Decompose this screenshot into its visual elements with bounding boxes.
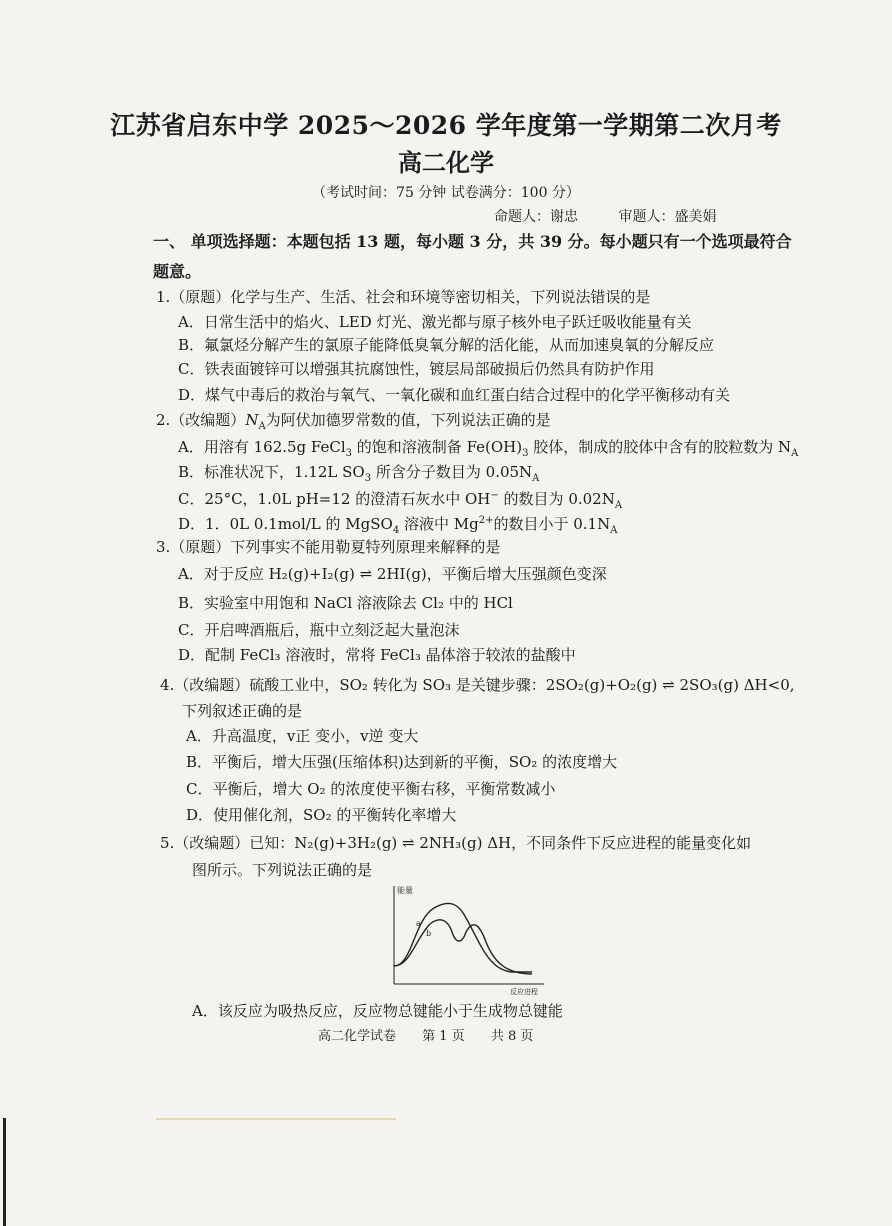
page-footer: [318, 1025, 555, 1044]
curve-b-label: b: [426, 929, 432, 938]
scan-smear: [156, 1118, 396, 1120]
q3-option-d: D．配制 FeCl₃ 溶液时，常将 FeCl₃ 晶体溶于较浓的盐酸中: [178, 646, 576, 664]
footer-total: 共 8 页: [490, 1029, 534, 1044]
q1-option-b: B．氟氯烃分解产生的氯原子能降低臭氧分解的活化能，从而加速臭氧的分解反应: [178, 336, 715, 354]
q3-option-c: C．开启啤酒瓶后，瓶中立刻泛起大量泡沫: [178, 621, 460, 639]
energy-diagram: [382, 880, 552, 995]
q4-option-c: C．平衡后，增大 O₂ 的浓度使平衡右移，平衡常数减小: [186, 780, 556, 798]
exam-title: 江苏省启东中学 2025～2026 学年度第一学期第二次月考: [110, 111, 782, 140]
q4-option-d: D．使用催化剂，SO₂ 的平衡转化率增大: [186, 806, 457, 824]
footer-page: 第 1 页: [422, 1029, 465, 1044]
q5-stem: 5.（改编题）已知：N₂(g)+3H₂(g) ⇌ 2NH₃(g) ΔH，不同条件下反应进程的能量变化如: [160, 834, 752, 852]
setter: 命题人：谢忠: [494, 209, 578, 225]
q3-stem: 3.（原题）下列事实不能用勒夏特列原理来解释的是: [156, 538, 501, 556]
q4-option-a: A．升高温度，v正 变小，v逆 变大: [186, 727, 419, 745]
q2-option-d: D．1．0L 0.1mol/L 的 MgSO$_4$ 溶液中 $Mg^{2+}$的数目小于 $0.1N_A$: [178, 515, 618, 536]
q3-option-a: A．对于反应 H₂(g)+I₂(g) ⇌ 2HI(g)，平衡后增大压强颜色变深: [178, 565, 607, 583]
q2-option-c: C．25°C，1.0L pH=12 的澄清石灰水中 OH− 的数目为 $0.02N_A$: [178, 490, 623, 511]
curve-b: [394, 920, 532, 974]
exam-info: （考试时间：75 分钟 试卷满分：100 分）: [312, 185, 580, 201]
scan-edge-mark: [3, 1118, 6, 1226]
q4-stem-cont: 下列叙述正确的是: [182, 702, 303, 720]
footer-name: 高二化学试卷: [318, 1029, 397, 1044]
q1-option-c: C．铁表面镀锌可以增强其抗腐蚀性，镀层局部破损后仍然具有防护作用: [178, 360, 655, 378]
q4-stem: 4.（改编题）硫酸工业中，SO₂ 转化为 SO₃ 是关键步骤：2SO₂(g)+O₂(g) ⇌ 2SO₃(g) ΔH<0,: [160, 676, 795, 694]
y-axis-label: 能量: [397, 886, 413, 895]
q1-option-a: A．日常生活中的焰火、LED 灯光、激光都与原子核外电子跃迁吸收能量有关: [178, 313, 692, 331]
reviewer: 审题人：盛美娟: [618, 209, 717, 225]
q5-option-a: A．该反应为吸热反应，反应物总键能小于生成物总键能: [192, 1002, 563, 1020]
q1-option-d: D．煤气中毒后的救治与氧气、一氧化碳和血红蛋白结合过程中的化学平衡移动有关: [178, 386, 731, 404]
q2-option-b: B．标准状况下，1.12L $SO_3$ 所含分子数目为 $0.05N_A$: [178, 463, 540, 484]
x-axis-label: 反应进程: [510, 988, 538, 995]
section-heading: 一、 单项选择题：本题包括 13 题，每小题 3 分，共 39 分。每小题只有一个选项最符合: [153, 232, 792, 251]
q2-stem: 2.（改编题）$N_A$为阿伏加德罗常数的值，下列说法正确的是: [156, 411, 551, 432]
q4-option-b: B．平衡后，增大压强(压缩体积)达到新的平衡，SO₂ 的浓度增大: [186, 753, 618, 771]
q2-option-a: A．用溶有 162.5g FeCl$_3$ 的饱和溶液制备 $Fe(OH)_3$ 胶体，制成的胶体中含有的胶粒数为 $N_A$: [178, 438, 799, 459]
q1-stem: 1.（原题）化学与生产、生活、社会和环境等密切相关，下列说法错误的是: [156, 288, 651, 306]
section-heading-cont: 题意。: [153, 262, 202, 281]
q3-option-b: B．实验室中用饱和 NaCl 溶液除去 Cl₂ 中的 HCl: [178, 594, 513, 612]
exam-subject: 高二化学: [398, 148, 494, 177]
exam-authors: [494, 206, 752, 226]
q5-stem-cont: 图所示。下列说法正确的是: [192, 861, 373, 879]
curve-a-label: a: [416, 919, 421, 928]
